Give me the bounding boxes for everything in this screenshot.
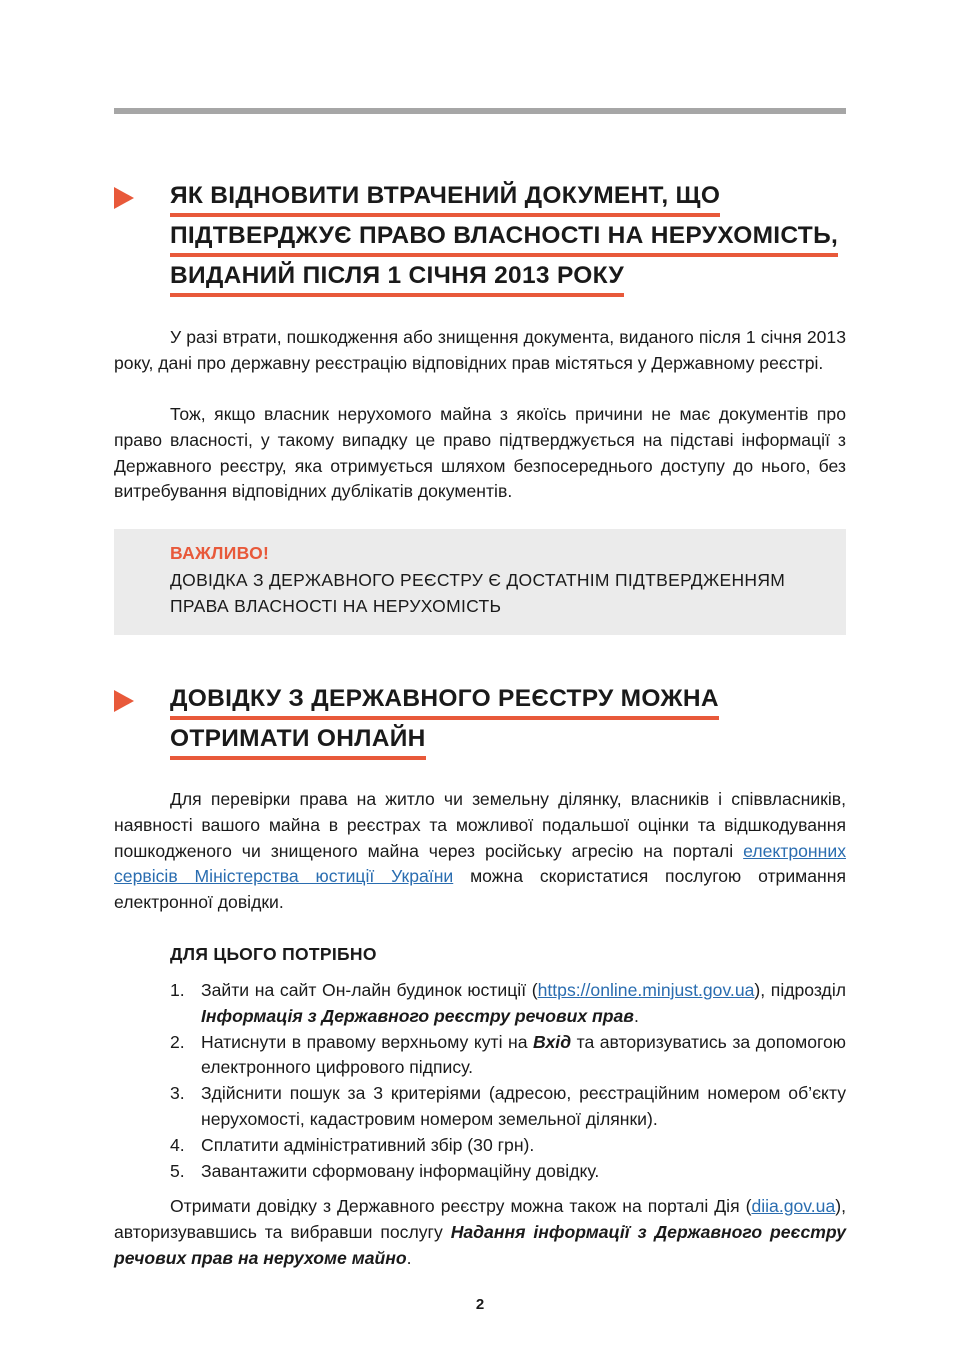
paragraph-text: Отримати довідку з Державного реєстру можна також на порталі Дія (: [170, 1196, 752, 1216]
paragraph-online-intro: [114, 787, 846, 916]
steps-list: [170, 978, 846, 1184]
paragraph-text: Тож, якщо власник нерухомого майна з якоїсь причини не має документів про право власності, у такому випадку це право підтверджується на підставі інформації з Державного реєстру, яка отримується шляхом безпосереднього доступу до нього, без витребування відповідних дублікатів документів.: [114, 404, 846, 502]
heading-line: ОТРИМАТИ ОНЛАЙН: [170, 724, 426, 760]
step-text: Сплатити адміністративний збір (30 грн).: [201, 1134, 535, 1155]
step-text: Зайти на сайт Он-лайн будинок юстиції (: [201, 980, 538, 1000]
top-divider: [114, 108, 846, 114]
paragraph-ownership-confirmation: [114, 402, 846, 505]
service-name-emphasis: Надання інформації з Державного реєстру речових прав на нерухоме майно: [114, 1221, 846, 1268]
paragraph-text: можна скористатися послугою отримання електронної довідки.: [114, 866, 846, 913]
online-minjust-link[interactable]: https://online.minjust.gov.ua: [537, 980, 755, 1000]
paragraph-text: ), авторизувавшись та вибравши послугу: [114, 1196, 846, 1242]
important-note-box: [114, 529, 846, 635]
step-text: Завантажити сформовану інформаційну довідку.: [201, 1160, 600, 1181]
heading-line: ВИДАНИЙ ПІСЛЯ 1 СІЧНЯ 2013 РОКУ: [170, 261, 624, 297]
step-text: Натиснути в правому верхньому куті на: [201, 1031, 534, 1052]
arrow-right-icon: [114, 187, 134, 209]
step-emphasis: Інформація з Державного реєстру речових прав: [201, 1005, 634, 1026]
paragraph-diia-portal: [114, 1194, 846, 1271]
page-number: 2: [475, 1296, 485, 1313]
paragraph-loss-info: [114, 325, 846, 377]
step-number: 3.: [170, 1083, 185, 1104]
minjust-services-link[interactable]: електронних сервісів Міністерства юстиції України: [114, 840, 846, 887]
note-text: ДОВІДКА З ДЕРЖАВНОГО РЕЄСТРУ Є ДОСТАТНІМ ПІДТВЕРДЖЕННЯМ ПРАВА ВЛАСНОСТІ НА НЕРУХОМІСТЬ: [170, 570, 786, 616]
step-text: .: [633, 1005, 639, 1026]
list-item: [170, 978, 846, 1030]
list-item: [170, 1133, 846, 1159]
paragraph-text: Для перевірки права на житло чи земельну ділянку, власників і співвласників, наявності вашого майна в реєстрах та можливої подальшої оцінки та відшкодування пошкодженого чи знищеного майна через російську агресію на порталі: [114, 789, 846, 861]
step-number: 5.: [170, 1160, 185, 1181]
list-item: [170, 1030, 846, 1082]
diia-link[interactable]: diia.gov.ua: [751, 1196, 836, 1216]
arrow-right-icon: [114, 690, 134, 712]
note-title: ВАЖЛИВО!: [170, 543, 270, 563]
step-number: 4.: [170, 1134, 185, 1155]
heading-line: ДОВІДКУ З ДЕРЖАВНОГО РЕЄСТРУ МОЖНА: [170, 684, 719, 720]
paragraph-text: .: [406, 1247, 412, 1268]
heading-line: ЯК ВІДНОВИТИ ВТРАЧЕНИЙ ДОКУМЕНТ, ЩО: [170, 181, 720, 217]
heading-line: ПІДТВЕРДЖУЄ ПРАВО ВЛАСНОСТІ НА НЕРУХОМІСТЬ,: [170, 221, 838, 257]
step-number: 1.: [170, 980, 185, 1000]
step-text: та авторизуватись за допомогою електронного цифрового підпису.: [201, 1031, 846, 1078]
step-text: ), підрозділ: [754, 980, 846, 1000]
steps-subheading: ДЛЯ ЦЬОГО ПОТРІБНО: [170, 944, 377, 964]
step-number: 2.: [170, 1031, 185, 1052]
paragraph-text: У разі втрати, пошкодження або знищення документа, виданого після 1 січня 2013 року, дані про державну реєстрацію відповідних прав містяться у Державному реєстрі.: [114, 327, 846, 373]
step-emphasis: Вхід: [533, 1031, 572, 1052]
list-item: [170, 1081, 846, 1133]
step-text: Здійснити пошук за 3 критеріями (адресою, реєстраційним номером об’єкту нерухомості, кадастровим номером земельної ділянки).: [201, 1083, 846, 1129]
list-item: [170, 1159, 846, 1185]
